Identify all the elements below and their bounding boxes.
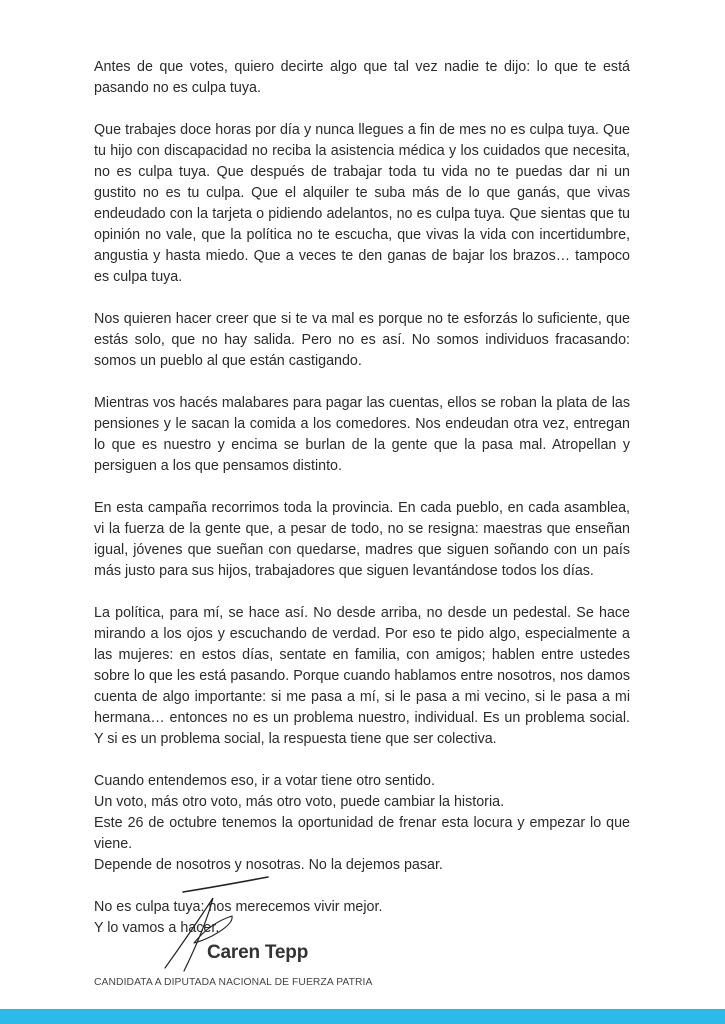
paragraph: Mientras vos hacés malabares para pagar las cuentas, ellos se roban la plata de las pensiones y le sacan la comida a los comedores. Nos endeudan otra vez, entregan lo que es nuestro y encima se burlan de la gente que la pasa mal. Atropellan y persiguen a los que pensamos distinto.: [94, 395, 630, 474]
closing-block: [94, 771, 630, 876]
paragraph: Antes de que votes, quiero decirte algo que tal vez nadie te dijo: lo que te está pasando no es culpa tuya.: [94, 59, 630, 96]
closing-line: Un voto, más otro voto, más otro voto, puede cambiar la historia.: [94, 794, 505, 810]
closing-line: Este 26 de octubre tenemos la oportunidad de frenar esta locura y empezar lo que viene.: [94, 815, 630, 852]
final-line: Y lo vamos a hacer.: [94, 920, 220, 936]
paragraph: Nos quieren hacer creer que si te va mal es porque no te esforzás lo suficiente, que estás solo, que no hay salida. Pero no es así. No somos individuos fracasando: somos un pueblo al que están castigando.: [94, 311, 630, 369]
footer-bar: [0, 1009, 725, 1024]
paragraph: Que trabajes doce horas por día y nunca llegues a fin de mes no es culpa tuya. Que tu hijo con discapacidad no reciba la asistencia médica y los cuidados que necesita, no es culpa tuya. Que después de trabajar toda tu vida no te puedas dar ni un gustito no es tu culpa. Que el alquiler te suba más de lo que ganás, que vivas endeudado con la tarjeta o pidiendo adelantos, no es culpa tuya. Que sientas que tu opinión no vale, que la política no te escucha, que vivas la vida con incertidumbre, angustia y hasta miedo. Que a veces te den ganas de bajar los brazos… tampoco es culpa tuya.: [94, 122, 630, 285]
final-line: No es culpa tuya: nos merecemos vivir mejor.: [94, 899, 383, 915]
signer-title: CANDIDATA A DIPUTADA NACIONAL DE FUERZA PATRIA: [94, 977, 373, 988]
paragraph: En esta campaña recorrimos toda la provincia. En cada pueblo, en cada asamblea, vi la fuerza de la gente que, a pesar de todo, no se resigna: maestras que enseñan igual, jóvenes que sueñan con quedarse, madres que siguen soñando con un país más justo para sus hijos, trabajadores que siguen levantándose todos los días.: [94, 500, 630, 579]
closing-line: Depende de nosotros y nosotras. No la dejemos pasar.: [94, 857, 443, 873]
paragraph: La política, para mí, se hace así. No desde arriba, no desde un pedestal. Se hace mirando a los ojos y escuchando de verdad. Por eso te pido algo, especialmente a las mujeres: en estos días, sentate en familia, con amigos; hablen entre ustedes sobre lo que les está pasando. Porque cuando hablamos entre nosotros, nos damos cuenta de algo importante: si me pasa a mí, si le pasa a mi vecino, si le pasa a mi hermana… entonces no es un problema nuestro, individual. Es un problema social. Y si es un problema social, la respuesta tiene que ser colectiva.: [94, 605, 630, 747]
letter-body: [94, 57, 630, 960]
closing-line: Cuando entendemos eso, ir a votar tiene otro sentido.: [94, 773, 435, 789]
signer-name: Caren Tepp: [207, 942, 309, 963]
